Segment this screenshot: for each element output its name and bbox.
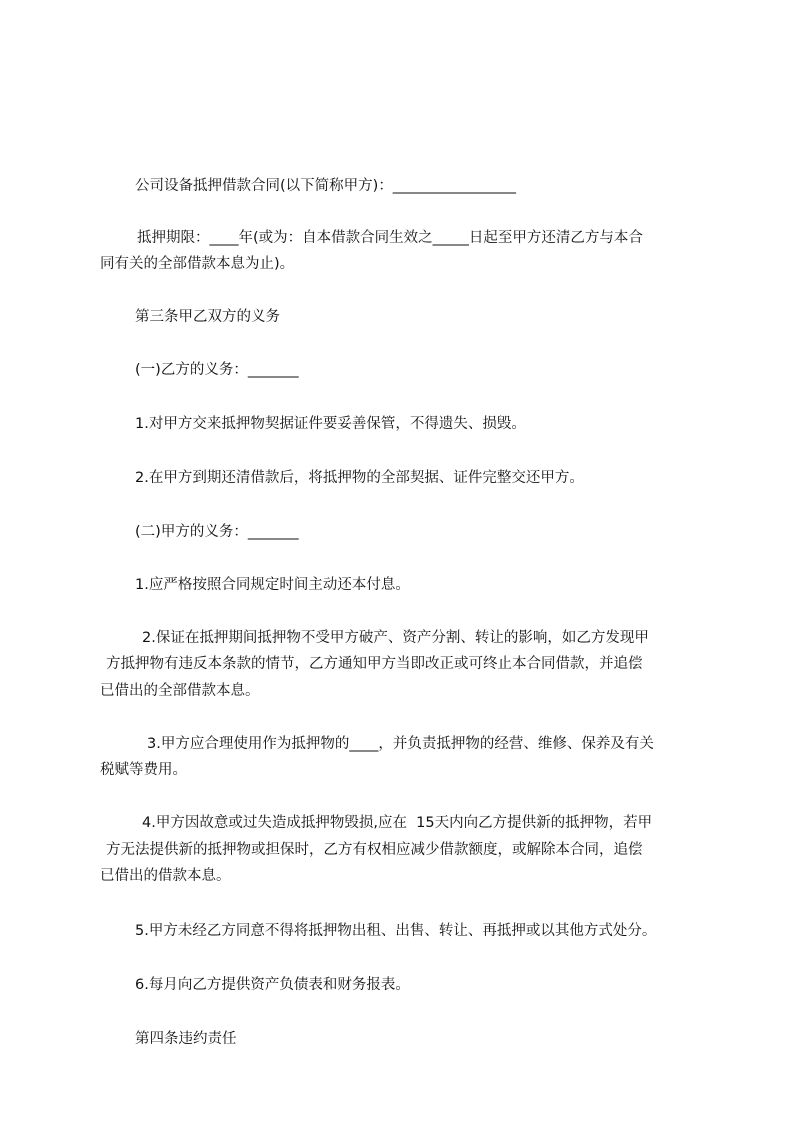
subsection-heading: (二)甲方的义务：_______ [135,524,299,540]
paragraph-line: 公司设备抵押借款合同(以下简称甲方)：_________________ [135,178,517,194]
paragraph-line: 同有关的全部借款本息为止)。 [100,256,295,272]
list-item-line: 3.甲方应合理使用作为抵押物的____，并负责抵押物的经营、维修、保养及有关 [147,736,654,752]
list-item-line: 方无法提供新的抵押物或担保时，乙方有权相应减少借款额度，或解除本合同，追偿 [106,842,643,858]
list-item-line: 方抵押物有违反本条款的情节，乙方通知甲方当即改正或可终止本合同借款，并追偿 [106,656,643,672]
list-item-line: 2.在甲方到期还清借款后，将抵押物的全部契据、证件完整交还甲方。 [135,470,584,486]
list-item-line: 2.保证在抵押期间抵押物不受甲方破产、资产分割、转让的影响，如乙方发现甲 [142,630,649,646]
list-item-line: 1.对甲方交来抵押物契据证件要妥善保管，不得遗失、损毁。 [135,416,526,432]
list-item-line: 6.每月向乙方提供资产负债表和财务报表。 [135,977,410,993]
list-item-line: 已借出的借款本息。 [100,868,231,884]
list-item-line: 5.甲方未经乙方同意不得将抵押物出租、出售、转让、再抵押或以其他方式处分。 [135,923,657,939]
paragraph-line: 抵押期限：____年(或为：自本借款合同生效之_____日起至甲方还清乙方与本合 [137,230,643,246]
section-heading-article-4 [135,984,237,1094]
section-heading: 第四条违约责任 [135,1031,237,1047]
list-item-line: 已借出的全部借款本息。 [100,683,260,699]
list-item-line: 1.应严格按照合同规定时间主动还本付息。 [135,577,410,593]
list-item-line: 税赋等费用。 [100,762,187,778]
list-item-line: 4.甲方因故意或过失造成抵押物毁损,应在 15天内向乙方提供新的抵押物，若甲 [142,815,653,831]
section-heading: 第三条甲乙双方的义务 [135,309,280,325]
subsection-heading: (一)乙方的义务：_______ [135,362,299,378]
